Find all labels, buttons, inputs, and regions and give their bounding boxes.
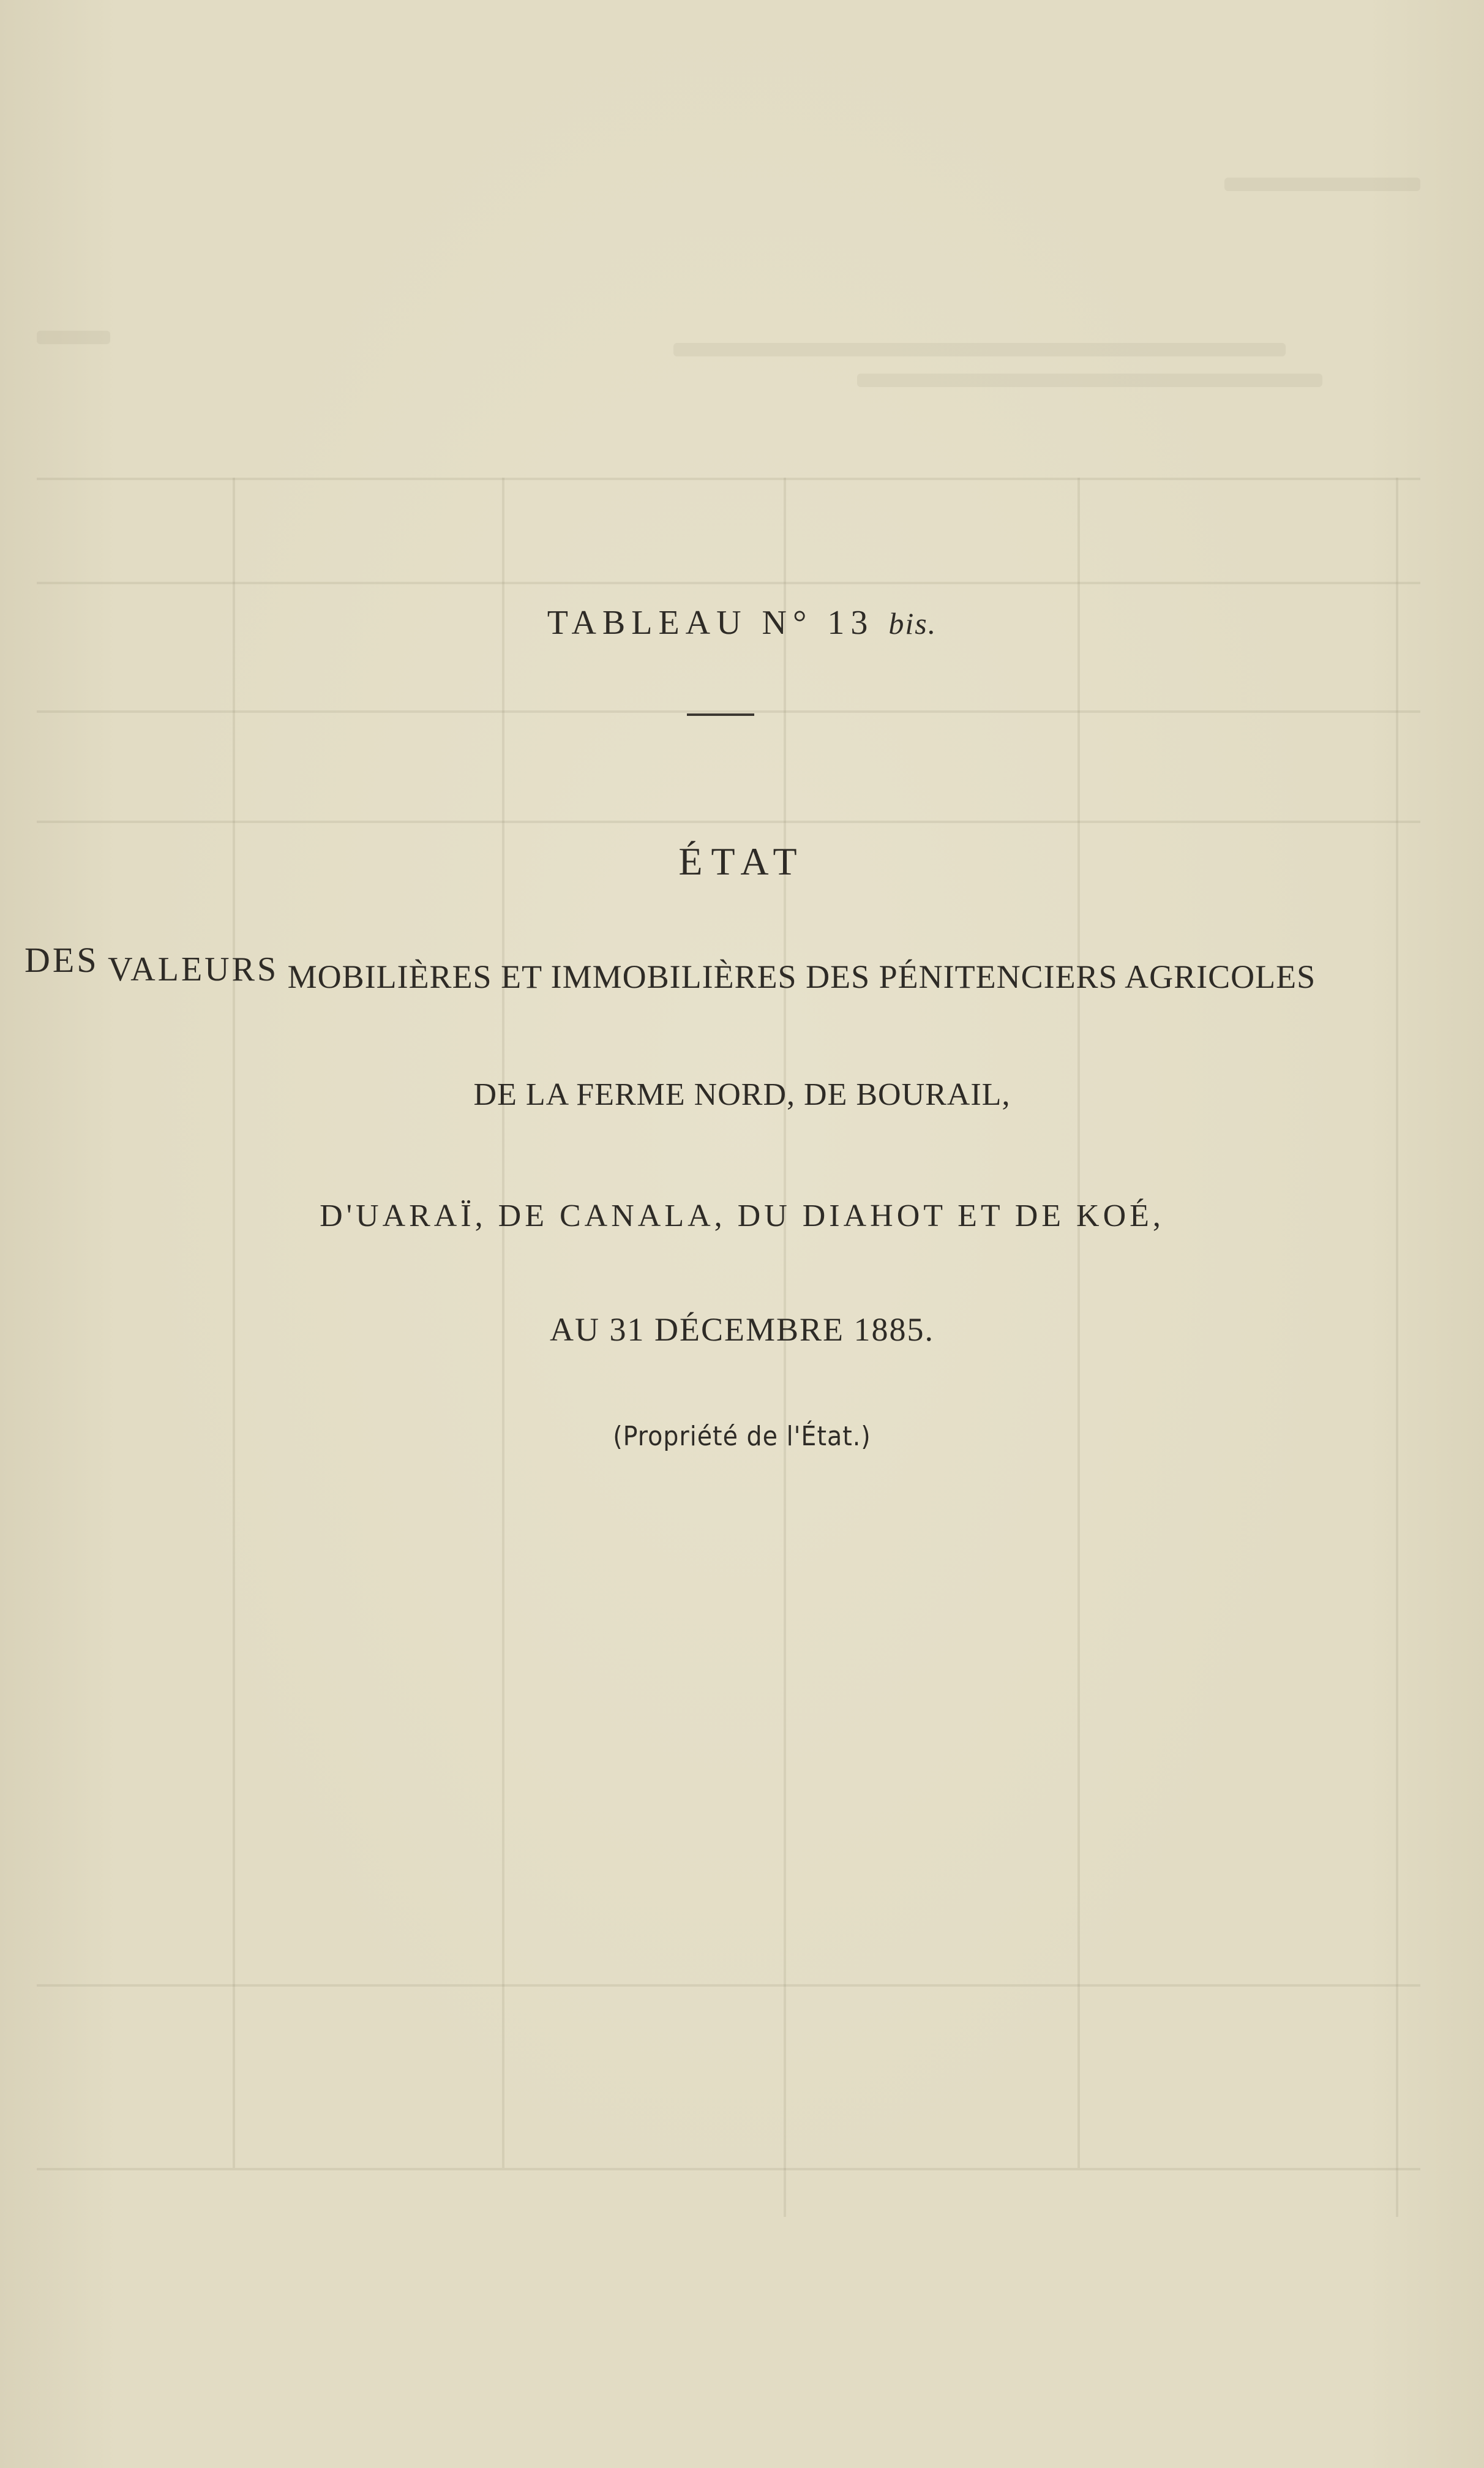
- table-number: TABLEAU N° 13: [547, 604, 874, 642]
- table-number-title: [0, 603, 1484, 642]
- bleed-through-text: [673, 343, 1286, 356]
- document-heading: ÉTAT: [678, 840, 806, 883]
- subtitle-lead-valeurs: VALEURS: [108, 950, 279, 988]
- subtitle-line-3: D'UARAÏ, DE CANALA, DU DIAHOT ET DE KOÉ,: [320, 1198, 1164, 1233]
- date-line: AU 31 DÉCEMBRE 1885.: [549, 1311, 934, 1348]
- ownership-note: (Propriété de l'État.): [613, 1421, 871, 1452]
- subtitle-line-2: DE LA FERME NORD, DE BOURAIL,: [473, 1077, 1011, 1112]
- title-divider: [687, 713, 754, 716]
- subtitle-lead-des: DES: [24, 940, 99, 980]
- bleed-through-text: [1224, 178, 1420, 191]
- bleed-through-text: [37, 331, 110, 344]
- bleed-through-text: [857, 374, 1322, 387]
- subtitle-line-1-text: MOBILIÈRES ET IMMOBILIÈRES DES PÉNITENCIERS AGRICOLES: [287, 958, 1316, 995]
- subtitle-line-1: [24, 940, 1433, 996]
- table-number-suffix: bis.: [888, 606, 937, 641]
